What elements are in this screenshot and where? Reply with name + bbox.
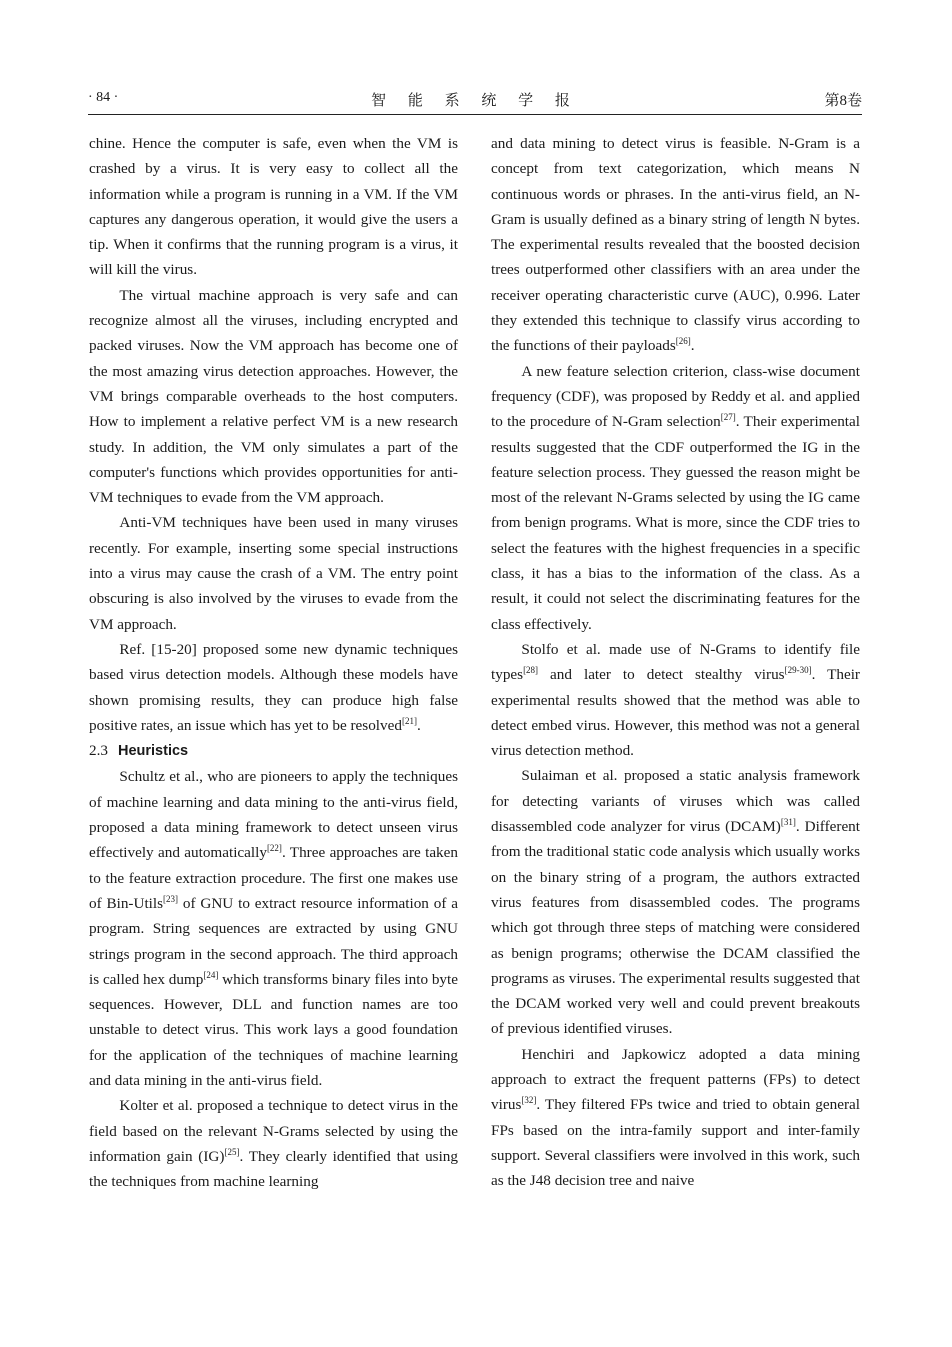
paragraph-text: Kolter et al. proposed a technique to detect virus in the field based on the relevant N-Grams selected by using the information gain (IG) — [89, 1097, 458, 1165]
citation-ref: [23] — [163, 893, 179, 904]
paragraph-text: . — [416, 716, 421, 734]
section-heading — [89, 738, 458, 764]
citation-ref: [27] — [720, 412, 736, 423]
paragraph-text: of GNU to extract resource information of a program. String sequences are extracted by using GNU strings program in the second approach. The third approach is called hex dump — [89, 894, 458, 988]
paragraph-text: . Their experimental results suggested that the CDF outperformed the IG in the feature selection process. They guessed the reason might be most of the relevant N-Grams selected by using the IG came from benign programs. What is more, since the CDF tries to select the features with the highest frequencies in a specific class, it has a bias to the information of the class. As a result, it could not select the discriminating features for the class effectively. — [491, 413, 860, 633]
section-title: Heuristics — [117, 743, 189, 760]
paragraph-text: . Three approaches are taken to the feature extraction procedure. The first one makes use of Bin-Utils — [89, 844, 458, 912]
running-header — [88, 88, 862, 115]
paragraph — [491, 1042, 860, 1194]
paragraph-text: . Their experimental results showed that the method was able to detect embed virus. However, this method was not a general virus detection method. — [491, 666, 860, 760]
journal-title: 智 能 系 统 学 报 — [371, 93, 579, 109]
paragraph — [491, 637, 860, 763]
paragraph — [89, 764, 458, 1093]
paragraph-text: A new feature selection criterion, class-wise document frequency (CDF), was proposed by Reddy et al. and applied to the procedure of N-Gram selection — [491, 362, 860, 431]
paragraph-text: . They clearly identified that using the techniques from machine learning — [89, 1147, 458, 1191]
left-column — [89, 131, 458, 1194]
paragraph-text: and data mining to detect virus is feasible. N-Gram is a concept from text categorization, which means N continuous words or phrases. In the anti-virus field, an N-Gram is usually defined as a binary string of length N bytes. The experimental results revealed that the boosted decision trees outperformed other classifiers with an area under the receiver operating characteristic curve (AUC), 0.996. Later they extended this technique to classify virus according to the functions of their payloads — [491, 135, 860, 355]
paragraph: The virtual machine approach is very safe and can recognize almost all the viruses, including encrypted and packed viruses. Now the VM approach has become one of the most amazing virus detection approaches. However, the VM brings comparable overheads to the host computers. How to implement a relative perfect VM is a new research study. In addition, the VM only simulates a part of the computer's functions which provides opportunities for anti-VM techniques to evade from the VM approach. — [89, 286, 458, 507]
paragraph-text: Ref. [15-20] proposed some new dynamic techniques based virus detection models. Although these models have shown promising results, they can produce high false positive rates, an issue which has yet to be resolved — [89, 640, 458, 734]
paragraph-text: which transforms binary files into byte sequences. However, DLL and function names are too unstable to detect virus. This work lays a good foundation for the application of the techniques of machine learning and data mining in the anti-virus field. — [89, 970, 458, 1089]
citation-ref: [24] — [203, 969, 219, 980]
section-number: 2.3 — [89, 742, 108, 760]
paragraph — [89, 637, 458, 738]
citation-ref: [31] — [780, 817, 796, 828]
paragraph-text: . — [690, 337, 695, 355]
paragraph-text: and later to detect stealthy virus — [538, 666, 785, 684]
citation-ref: [21] — [401, 715, 417, 726]
citation-ref: [26] — [675, 336, 691, 347]
citation-ref: [32] — [521, 1095, 537, 1106]
citation-ref: [25] — [224, 1146, 240, 1157]
citation-ref: [22] — [266, 843, 282, 854]
page-number: · 84 · — [88, 90, 119, 105]
volume-number: 第8卷 — [824, 93, 862, 109]
paragraph-text: Sulaiman et al. proposed a static analysis framework for detecting variants of viruses which was called disassembled code analyzer for virus (DCAM) — [491, 767, 860, 836]
paragraph-text: Stolfo et al. made use of N-Grams to identify file types — [491, 640, 860, 684]
paragraph — [491, 131, 860, 359]
citation-ref: [28] — [523, 665, 539, 676]
citation-ref: [29-30] — [784, 665, 812, 676]
paragraph — [491, 359, 860, 637]
paragraph-text: . They filtered FPs twice and tried to obtain general FPs based on the intra-family support and inter-family support. Several classifiers were involved in this work, such as the J48 decision tree and naive — [491, 1096, 860, 1190]
paragraph: chine. Hence the computer is safe, even when the VM is crashed by a virus. It is very easy to collect all the information while a program is running in a VM. If the VM captures any dangerous operation, it would give the users a tip. When it confirms that the running program is a virus, it will kill the virus. — [89, 135, 458, 279]
paragraph-text: . Different from the traditional static code analysis which usually works on the binary string of a program, the authors extracted virus features from disassembled codes. The programs which got through three steps of matching were considered as benign programs; otherwise the DCAM classified the programs as viruses. The experimental results suggested that the DCAM worked very well and could prevent breakouts of previous identified viruses. — [491, 818, 860, 1038]
right-column — [491, 131, 860, 1193]
paragraph-text: Henchiri and Japkowicz adopted a data mining approach to extract the frequent patterns (FPs) to detect virus — [491, 1045, 860, 1114]
paragraph: Anti-VM techniques have been used in many viruses recently. For example, inserting some special instructions into a virus may cause the crash of a VM. The entry point obscuring is also involved by the viruses to evade from the VM approach. — [89, 514, 458, 633]
paragraph-text: Schultz et al., who are pioneers to apply the techniques of machine learning and data mining to the anti-virus field, proposed a data mining framework to detect unseen virus effectively and automatically — [89, 768, 458, 862]
paragraph — [491, 763, 860, 1041]
paragraph — [89, 1093, 458, 1194]
